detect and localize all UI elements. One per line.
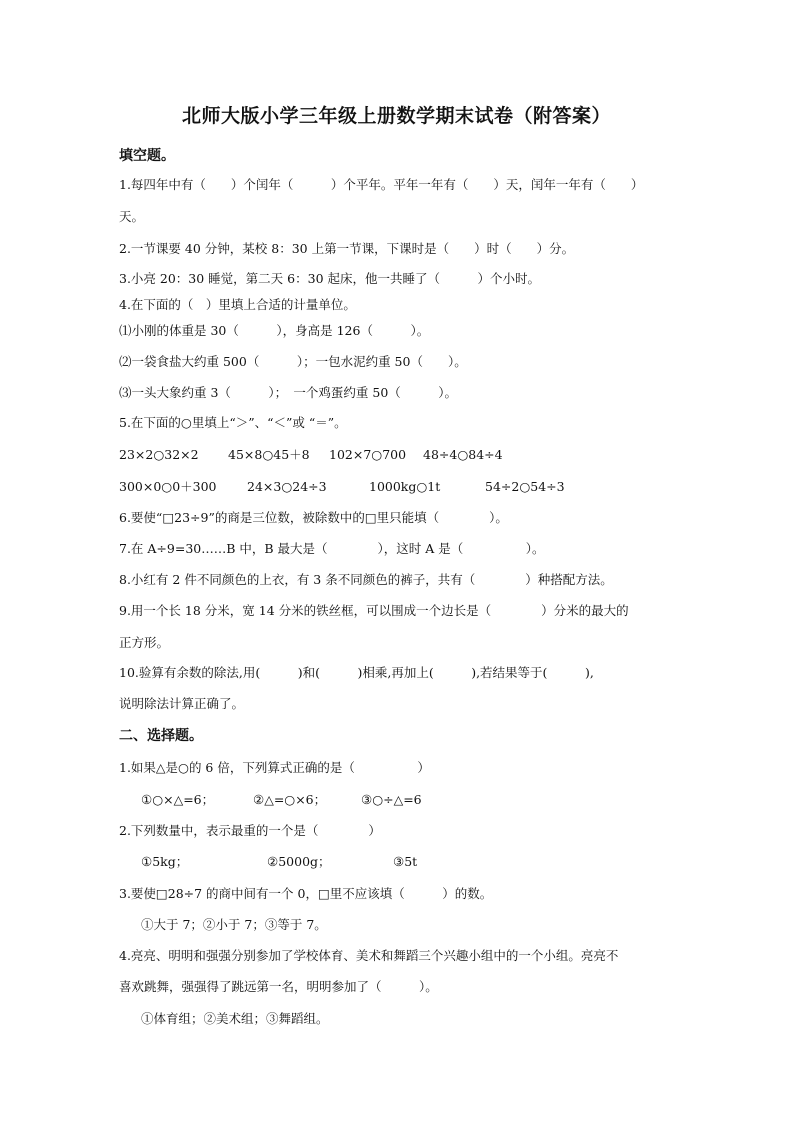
choice-question-1-options — [141, 791, 541, 809]
question-4: 4.在下面的（ ）里填上合适的计量单位。 — [119, 297, 356, 312]
section-heading-fill-blank: 填空题。 — [119, 148, 175, 164]
question-10-line-2: 说明除法计算正确了。 — [119, 696, 245, 711]
choice-question-4-line-2: 喜欢跳舞，强强得了跳远第一名，明明参加了（ ）。 — [119, 979, 438, 994]
comparison-item: 23×2○32×2 — [119, 447, 199, 462]
question-5-row-2 — [119, 478, 679, 496]
question-10-line-1: 10.验算有余数的除法,用( )和( )相乘,再加上( ),若结果等于( ), — [119, 665, 594, 680]
page-title: 北师大版小学三年级上册数学期末试卷（附答案） — [181, 105, 611, 127]
question-2: 2.一节课要 40 分钟，某校 8：30 上第一节课，下课时是（ ）时（ ）分。 — [119, 241, 575, 256]
question-7: 7.在 A÷9=30……B 中，B 最大是（ ），这时 A 是（ ）。 — [119, 541, 545, 556]
comparison-item: 48÷4○84÷4 — [423, 447, 503, 462]
question-3: 3.小亮 20：30 睡觉，第二天 6：30 起床，他一共睡了（ ）个小时。 — [119, 271, 540, 286]
question-9-line-1: 9.用一个长 18 分米，宽 14 分米的铁丝框，可以围成一个边长是（ ）分米的最大的 — [119, 603, 629, 618]
comparison-item: 1000kg○1t — [369, 479, 441, 494]
comparison-item: 54÷2○54÷3 — [485, 479, 565, 494]
comparison-item: 102×7○700 — [329, 447, 407, 462]
question-4-part-3: ⑶一头大象约重 3（ ）； 一个鸡蛋约重 50（ ）。 — [119, 385, 458, 400]
choice-question-4-line-1: 4.亮亮、明明和强强分别参加了学校体育、美术和舞蹈三个兴趣小组中的一个小组。亮亮不 — [119, 948, 619, 963]
choice-question-2: 2.下列数量中，表示最重的一个是（ ） — [119, 823, 381, 838]
question-1-line-1: 1.每四年中有（ ）个闰年（ ）个平年。平年一年有（ ）天，闰年一年有（ ） — [119, 177, 644, 192]
question-8: 8.小红有 2 件不同颜色的上衣，有 3 条不同颜色的裤子，共有（ ）种搭配方法。 — [119, 572, 613, 587]
option: ①5kg； — [141, 854, 189, 869]
section-heading-multiple-choice: 二、选择题。 — [119, 728, 203, 744]
choice-question-2-options — [141, 853, 541, 871]
comparison-item: 24×3○24÷3 — [247, 479, 327, 494]
option: ②△=○×6； — [253, 792, 327, 807]
option: ①○×△=6； — [141, 792, 215, 807]
question-6: 6.要使“□23÷9”的商是三位数，被除数中的□里只能填（ ）。 — [119, 510, 508, 525]
question-9-line-2: 正方形。 — [119, 635, 170, 650]
question-5: 5.在下面的○里填上“＞”、“＜”或 “＝”。 — [119, 415, 347, 430]
option: ②5000g； — [267, 854, 331, 869]
choice-question-3: 3.要使□28÷7 的商中间有一个 0，□里不应该填（ ）的数。 — [119, 886, 493, 901]
comparison-item: 45×8○45＋8 — [228, 447, 310, 462]
choice-question-1: 1.如果△是○的 6 倍，下列算式正确的是（ ） — [119, 760, 430, 775]
question-4-part-2: ⑵一袋食盐大约重 500（ ）；一包水泥约重 50（ ）。 — [119, 354, 467, 369]
choice-question-4-options: ①体育组；②美术组；③舞蹈组。 — [141, 1011, 329, 1026]
question-1-line-2: 天。 — [119, 209, 145, 224]
comparison-item: 300×0○0＋300 — [119, 479, 217, 494]
option: ③○÷△=6 — [361, 792, 422, 807]
option: ③5t — [393, 854, 418, 869]
question-5-row-1 — [119, 446, 679, 464]
question-4-part-1: ⑴小刚的体重是 30（ ），身高是 126（ ）。 — [119, 323, 430, 338]
choice-question-3-options: ①大于 7；②小于 7；③等于 7。 — [141, 917, 327, 932]
